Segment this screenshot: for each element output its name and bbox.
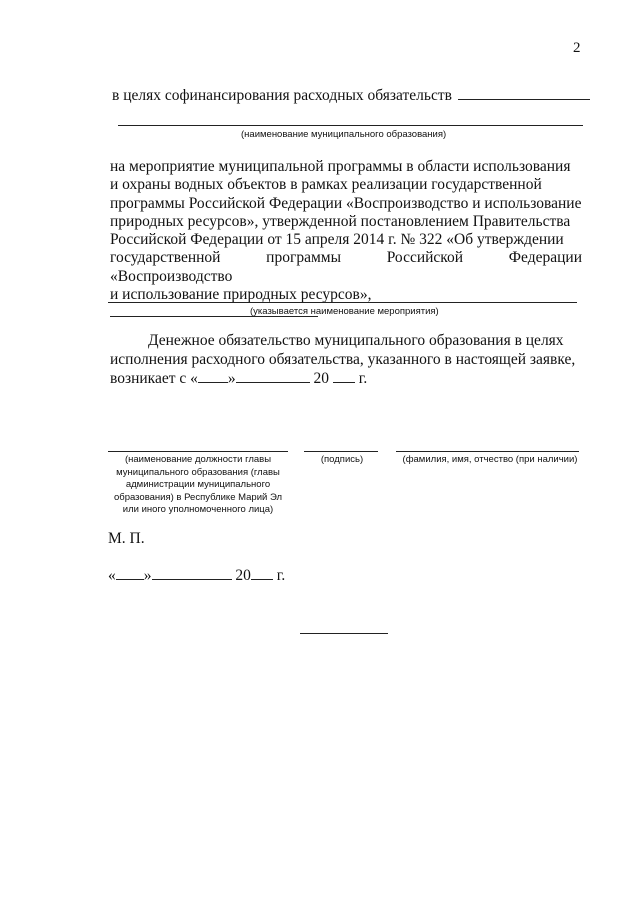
program-paragraph [110,158,582,323]
paragraph-line: Российской Федерации от 15 апреля 2014 г. № 322 «Об утверждении [110,231,564,249]
signature-rule [304,451,378,452]
open-quote: возникает с « [110,370,198,387]
paragraph-line: государственной программы Российской Федерации «Воспроизводство [110,249,582,285]
position-caption: (наименование должности главы муниципального образования (главы администрации муниципального образования) в Республике Марий Эл или иного уполномоченного лица) [113,454,283,515]
paragraph-line: программы Российской Федерации «Воспроизводство и использование [110,194,582,212]
name-rule [396,451,579,452]
cofinancing-text: в целях софинансирования расходных обязательств [112,87,452,104]
date-open-quote: « [108,567,116,584]
name-caption: (фамилия, имя, отчество (при наличии) [402,454,578,465]
seal-label: М. П. [108,530,145,547]
date-line [108,567,285,585]
date-day-blank [116,567,144,580]
event-rule [108,302,577,303]
paragraph-line: и использование природных ресурсов», [110,286,372,304]
year-suffix: г. [358,370,368,387]
close-quote: » [227,370,236,387]
paragraph-line: и охраны водных объектов в рамках реализации государственной [110,176,542,194]
obligation-line-3 [110,369,582,388]
position-rule [108,451,288,452]
page-number: 2 [573,40,581,56]
date-month-blank [152,567,232,580]
year-prefix: 20 [313,370,330,387]
event-caption: (указывается наименование мероприятия) [250,306,439,317]
obligation-line-1: Денежное обязательство муниципального образования в целях [148,332,564,349]
closing-rule [300,633,388,634]
day-blank [198,370,228,383]
paragraph-line: на мероприятие муниципальной программы в области использования [110,158,571,175]
paragraph-line: природных ресурсов», утвержденной постановлением Правительства [110,212,571,230]
signature-caption: (подпись) [320,454,364,465]
date-suffix: г. [276,567,286,584]
cofinancing-blank [458,85,590,100]
obligation-paragraph [110,331,582,388]
municipality-caption: (наименование муниципального образования) [241,129,447,140]
paragraph-last-line [110,286,582,323]
month-blank [236,370,310,383]
year-blank [333,370,355,383]
cofinancing-line [112,85,590,105]
municipality-rule [118,125,583,126]
obligation-line-2: исполнения расходного обязательства, указанного в настоящей заявке, [110,351,576,368]
date-year-blank [251,567,273,580]
date-year-prefix: 20 [235,567,251,584]
date-close-quote: » [143,567,152,584]
